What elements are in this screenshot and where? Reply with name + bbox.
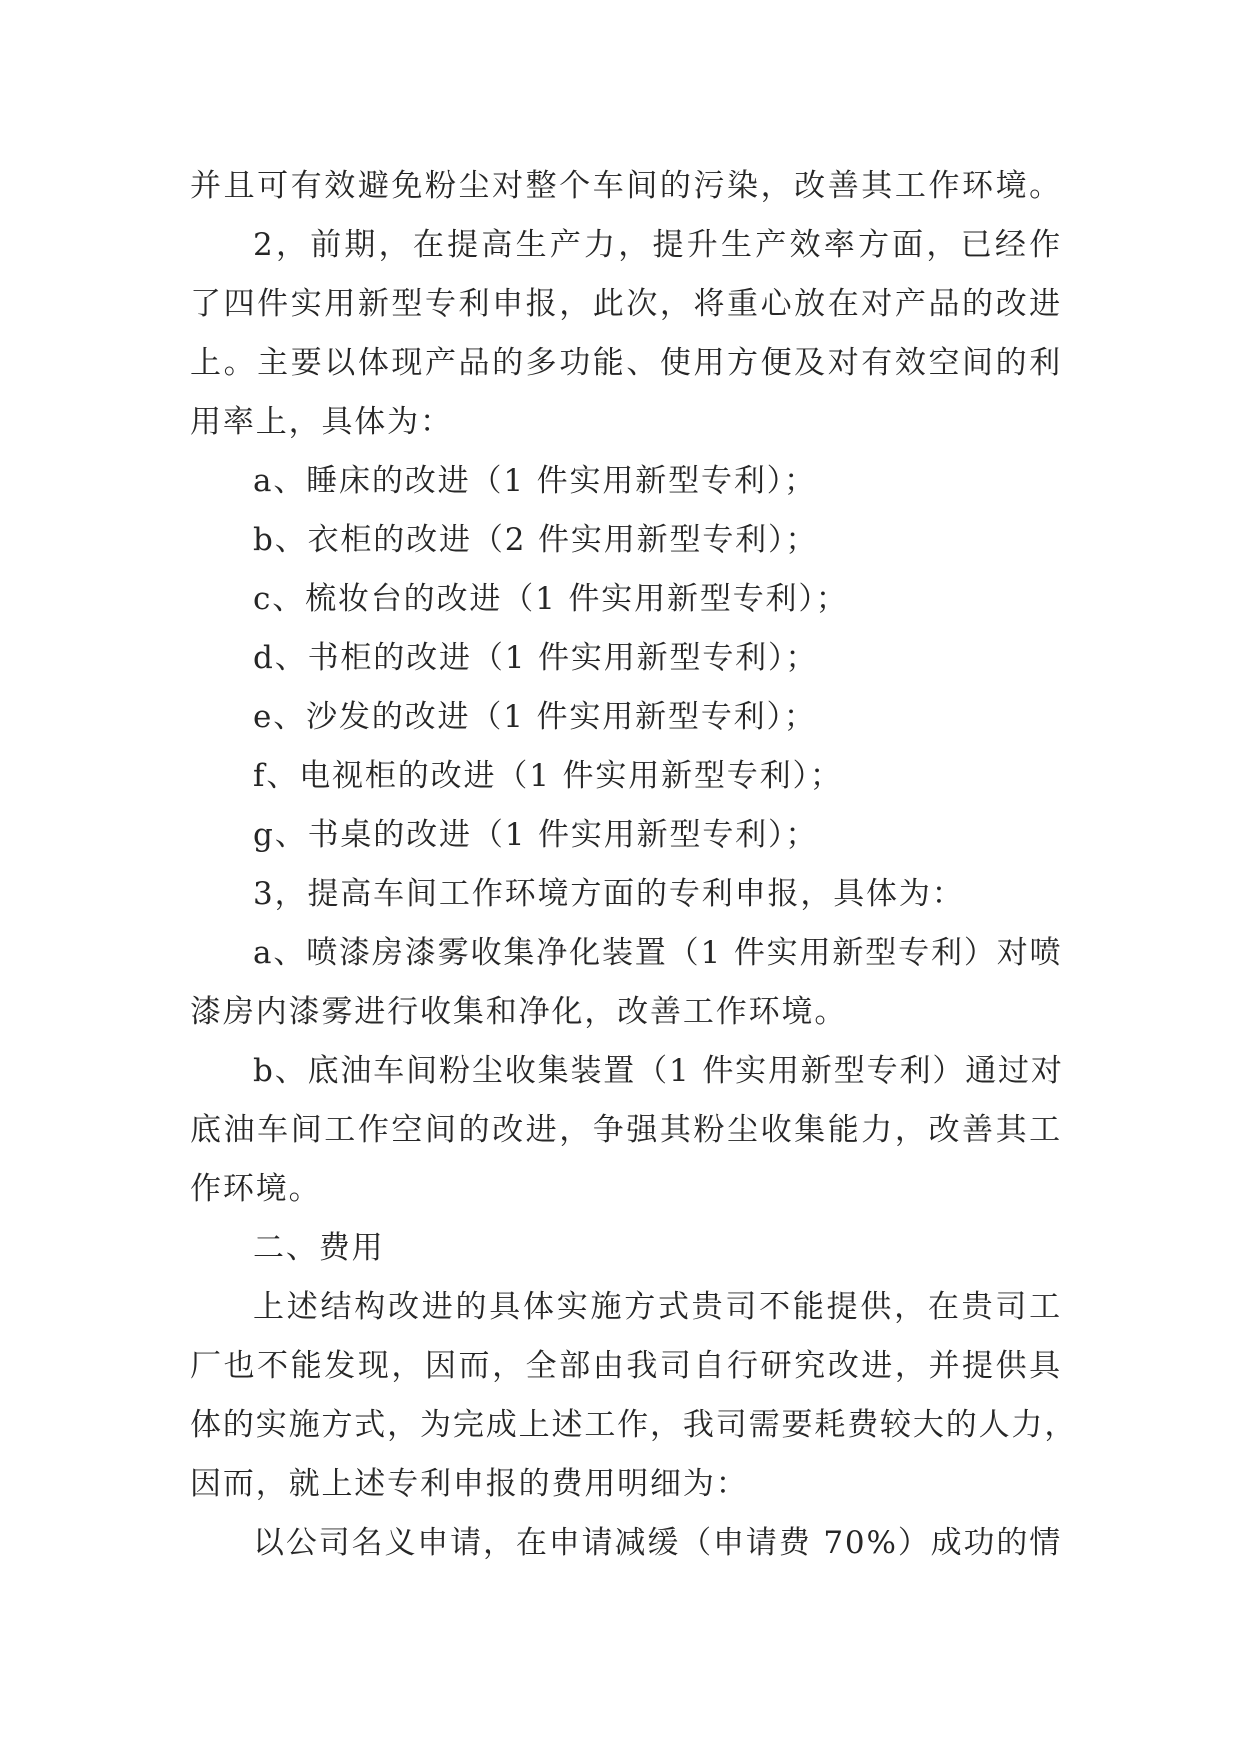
text-line: 厂也不能发现，因而，全部由我司自行研究改进，并提供具 [190, 1348, 1062, 1384]
document-body [190, 157, 1078, 1573]
text-line: a、睡床的改进（1 件实用新型专利）； [253, 463, 817, 499]
text-line: f、电视柜的改进（1 件实用新型专利）； [253, 758, 843, 794]
text-line: 用率上，具体为： [190, 404, 453, 440]
text-line: 了四件实用新型专利申报，此次，将重心放在对产品的改进 [190, 286, 1062, 322]
text-line: 2，前期，在提高生产力，提升生产效率方面，已经作 [253, 227, 1062, 263]
text-line: 底油车间工作空间的改进，争强其粉尘收集能力，改善其工 [190, 1112, 1062, 1148]
text-line: 并且可有效避免粉尘对整个车间的污染，改善其工作环境。 [190, 168, 1062, 204]
text-line: 因而，就上述专利申报的费用明细为： [190, 1466, 749, 1502]
text-line: b、衣柜的改进（2 件实用新型专利）； [253, 522, 819, 558]
text-line: c、梳妆台的改进（1 件实用新型专利）； [253, 581, 849, 617]
text-line: 二、费用 [253, 1230, 385, 1266]
text-line: a、喷漆房漆雾收集净化装置（1 件实用新型专利）对喷 [253, 935, 1063, 971]
text-line: d、书柜的改进（1 件实用新型专利）； [253, 640, 819, 676]
text-line: 体的实施方式，为完成上述工作，我司需要耗费较大的人力， [190, 1407, 1078, 1443]
text-line: g、书桌的改进（1 件实用新型专利）； [253, 817, 819, 853]
text-line: b、底油车间粉尘收集装置（1 件实用新型专利）通过对 [253, 1053, 1064, 1089]
text-line: 上述结构改进的具体实施方式贵司不能提供，在贵司工 [253, 1289, 1062, 1325]
text-line: e、沙发的改进（1 件实用新型专利）； [253, 699, 817, 735]
text-line: 以公司名义申请，在申请减缓（申请费 70%）成功的情 [253, 1525, 1063, 1561]
text-line: 作环境。 [190, 1171, 322, 1207]
text-line: 漆房内漆雾进行收集和净化，改善工作环境。 [190, 994, 848, 1030]
text-line: 3，提高车间工作环境方面的专利申报，具体为： [253, 876, 965, 912]
text-line: 上。主要以体现产品的多功能、使用方便及对有效空间的利 [190, 345, 1062, 381]
